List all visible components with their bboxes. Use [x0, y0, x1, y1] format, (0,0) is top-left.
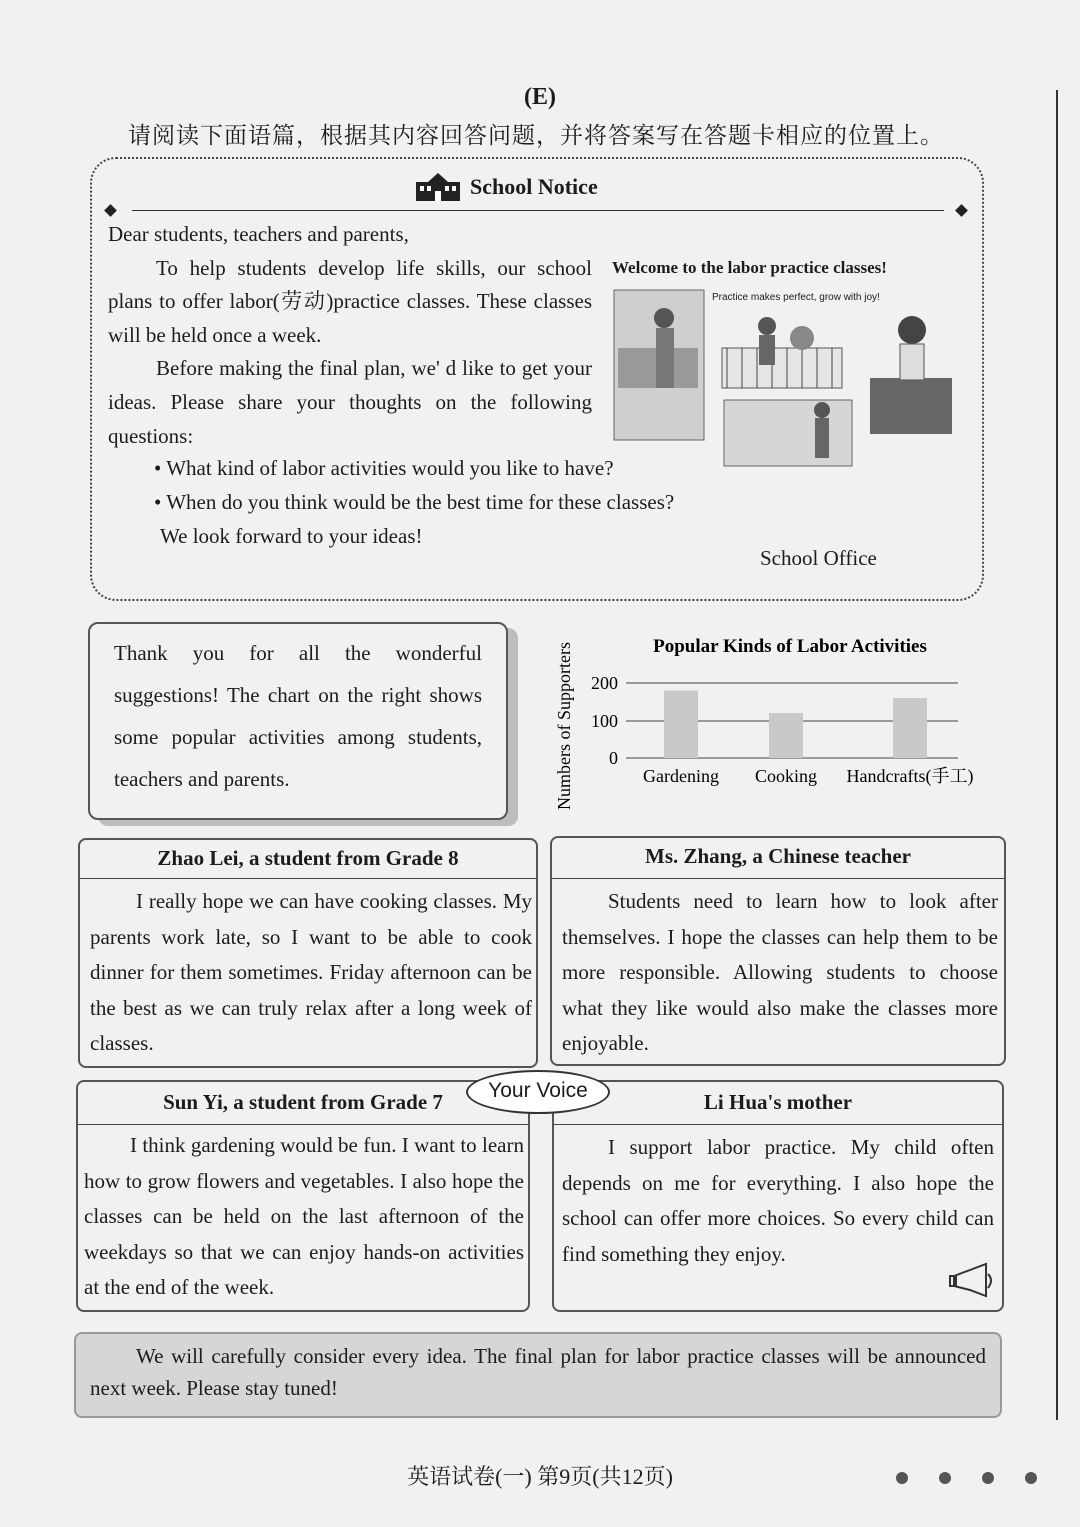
page-dots — [896, 1472, 1037, 1484]
chart-xtick: Handcrafts(手工) — [846, 766, 974, 786]
voice-card-divider — [552, 878, 1004, 879]
chart-xtick: Gardening — [643, 766, 719, 786]
chart-title: Popular Kinds of Labor Activities — [653, 636, 927, 657]
page-footer: 英语试卷(一) 第9页(共12页) — [407, 1464, 673, 1489]
school-building-icon — [414, 172, 462, 202]
notice-title-text: School Notice — [470, 174, 598, 199]
notice-title — [414, 172, 598, 202]
margin-rule — [1056, 90, 1058, 1420]
final-note-text: We will carefully consider every idea. The final plan for labor practice classes will be announced next week. Please stay tuned! — [90, 1344, 986, 1400]
chart-ytick: 200 — [591, 673, 618, 693]
dot — [982, 1472, 994, 1484]
labor-class-illustration — [612, 258, 952, 470]
instructions: 请阅读下面语篇，根据其内容回答问题，并将答案写在答题卡相应的位置上。 — [128, 123, 944, 148]
voice-card-name: Ms. Zhang, a Chinese teacher — [645, 844, 911, 868]
voice-card-name: Sun Yi, a student from Grade 7 — [163, 1090, 443, 1114]
voice-card-name: Li Hua's mother — [703, 1090, 853, 1114]
voice-card-text: I support labor practice. My child often depends on me for everything. I also hope the school can offer more choices. So every child can find something they enjoy. — [562, 1135, 994, 1266]
chart-ytick: 0 — [609, 748, 618, 768]
voice-card-text: I really hope we can have cooking classes. My parents work late, so I want to be able to cook dinner for them sometimes. Friday afternoon can be the best as we can truly relax after a long week of classes. — [90, 889, 532, 1055]
question-item: • What kind of labor activities would you like to have? — [154, 456, 614, 480]
voice-card-name: Zhao Lei, a student from Grade 8 — [157, 846, 459, 870]
signer: School Office — [760, 546, 877, 570]
chart-ylabel: Numbers of Supporters — [554, 642, 574, 810]
chart-bar-gardening — [664, 691, 698, 759]
voice-card-text: Students need to learn how to look after themselves. I hope the classes can help them to be more responsible. Allowing students to choose what they like would also make the classes more enjoyable. — [562, 889, 998, 1055]
your-voice-badge: Your Voice — [466, 1070, 610, 1114]
notice-body — [108, 218, 592, 453]
voice-card-divider — [554, 1124, 1002, 1125]
chart-ytick: 100 — [591, 711, 618, 731]
dot — [896, 1472, 908, 1484]
illustration-title: Welcome to the labor practice classes! — [612, 258, 887, 277]
section-label: (E) — [524, 84, 556, 110]
chart-xtick: Cooking — [754, 766, 818, 786]
dot — [939, 1472, 951, 1484]
illustration-motto: Practice makes perfect, grow with joy! — [712, 292, 880, 303]
voice-card-divider — [78, 1124, 528, 1125]
notice-paragraph-2: Before making the final plan, we' d like to get your ideas. Please share your thoughts on the following questions: — [108, 356, 592, 448]
voice-card-text: I think gardening would be fun. I want to learn how to grow flowers and vegetables. I also hope the classes can be held on the last afternoon of the weekdays so that we can enjoy hands-on activities at the end of the week. — [84, 1133, 524, 1299]
thank-you-text: Thank you for all the wonderful suggestions! The chart on the right shows some popular activities among students, teachers and parents. — [114, 641, 482, 791]
chart-bar-handcrafts — [893, 698, 927, 758]
voice-card-divider — [80, 878, 536, 879]
dot — [1025, 1472, 1037, 1484]
notice-divider — [132, 210, 944, 211]
notice-paragraph-1: To help students develop life skills, our school plans to offer labor(劳动)practice classes. These classes will be held once a week. — [108, 255, 592, 347]
megaphone-icon — [948, 1262, 996, 1302]
labor-scenes-picture — [612, 288, 952, 470]
closing-line: We look forward to your ideas! — [160, 524, 423, 548]
chart-bar-cooking — [769, 713, 803, 758]
salutation: Dear students, teachers and parents, — [108, 222, 409, 246]
question-item: • When do you think would be the best time for these classes? — [154, 489, 675, 514]
activities-chart — [540, 620, 1000, 820]
